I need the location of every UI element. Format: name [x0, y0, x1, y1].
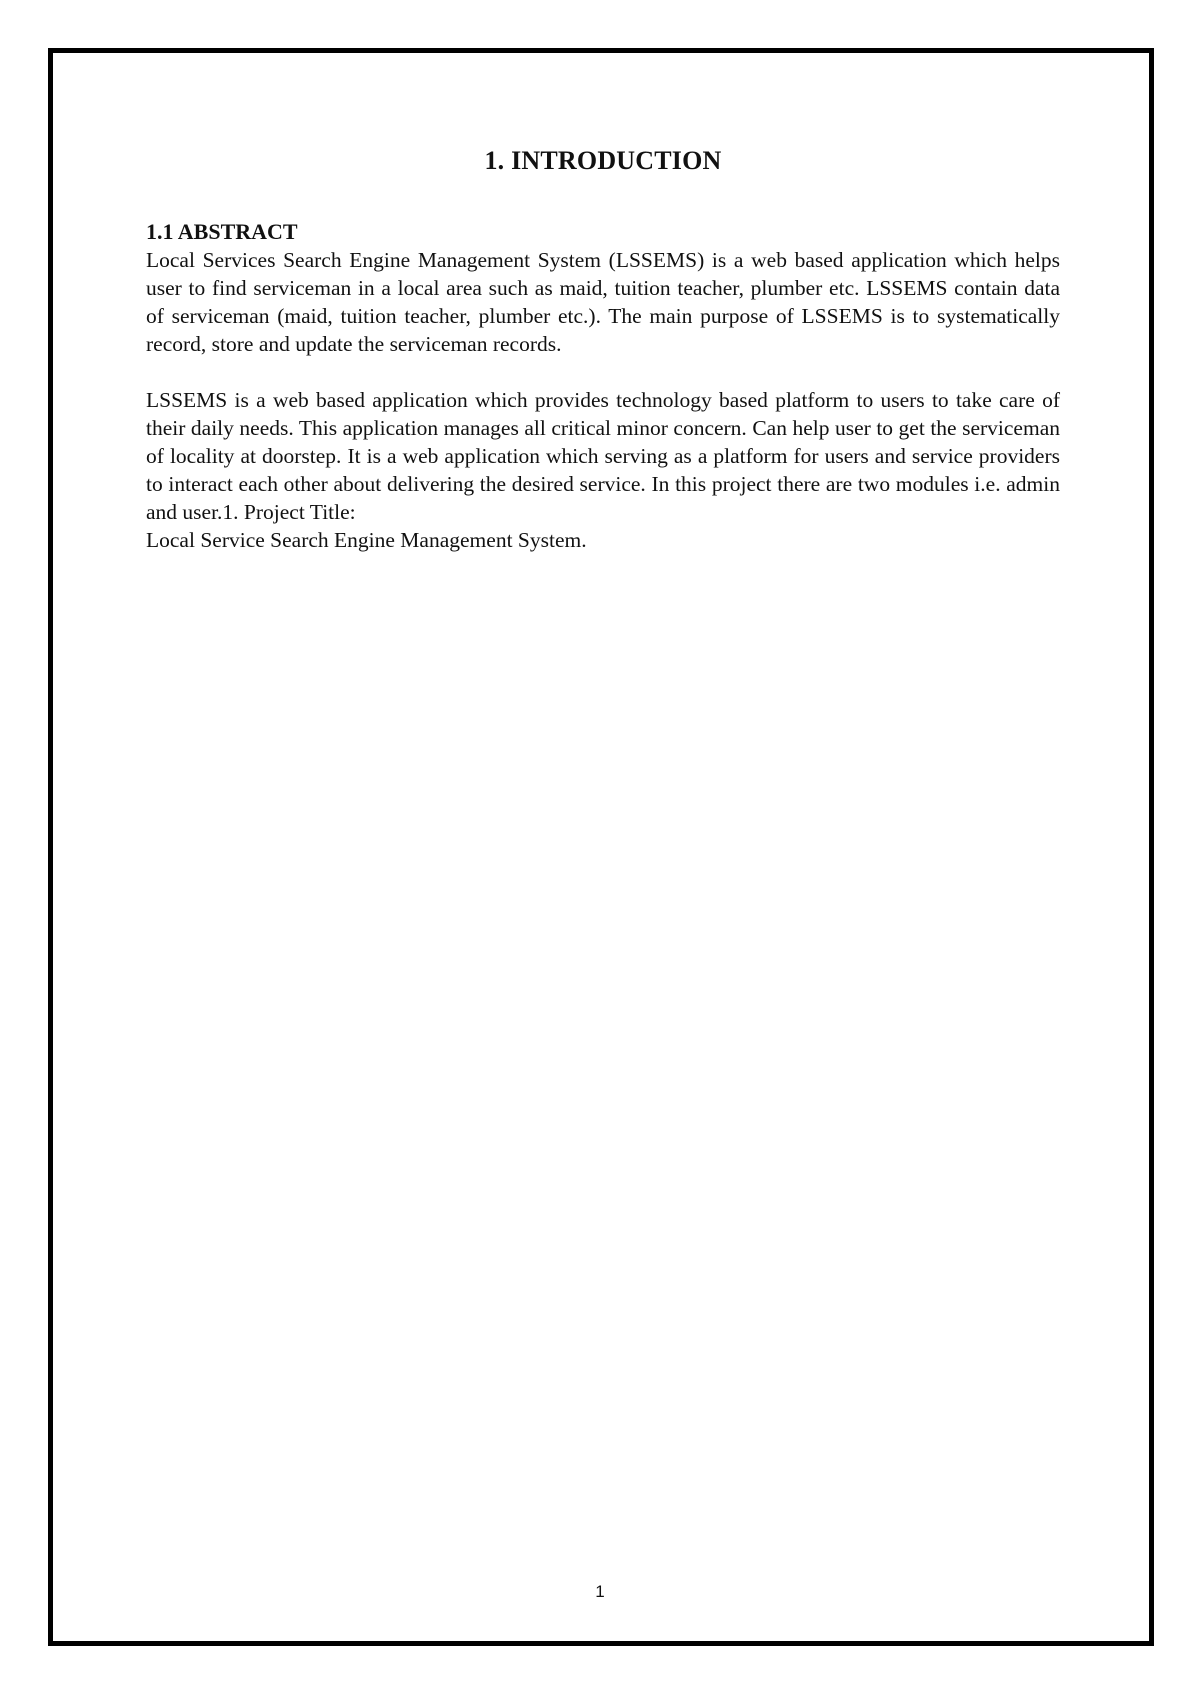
paragraph-spacer	[146, 358, 1060, 386]
project-title-text: Local Service Search Engine Management System.	[146, 528, 587, 552]
chapter-title: 1. INTRODUCTION	[484, 146, 722, 175]
abstract-paragraph-2: LSSEMS is a web based application which provides technology based platform to users to take care of their daily needs. This application manages all critical minor concern. Can help user to get the serviceman of locality at doorstep. It is a web application which serving as a platform for users and service providers to interact each other about delivering the desired service. In this project there are two modules i.e. admin and user.1. Project Title:	[146, 388, 1060, 524]
section-heading: 1.1 ABSTRACT	[146, 219, 298, 244]
abstract-paragraph-1: Local Services Search Engine Management System (LSSEMS) is a web based application which helps user to find serviceman in a local area such as maid, tuition teacher, plumber etc. LSSEMS contain data of serviceman (maid, tuition teacher, plumber etc.). The main purpose of LSSEMS is to systematically record, store and update the serviceman records.	[146, 248, 1060, 356]
page-number: 1	[595, 1582, 605, 1601]
page-content	[146, 140, 1060, 554]
